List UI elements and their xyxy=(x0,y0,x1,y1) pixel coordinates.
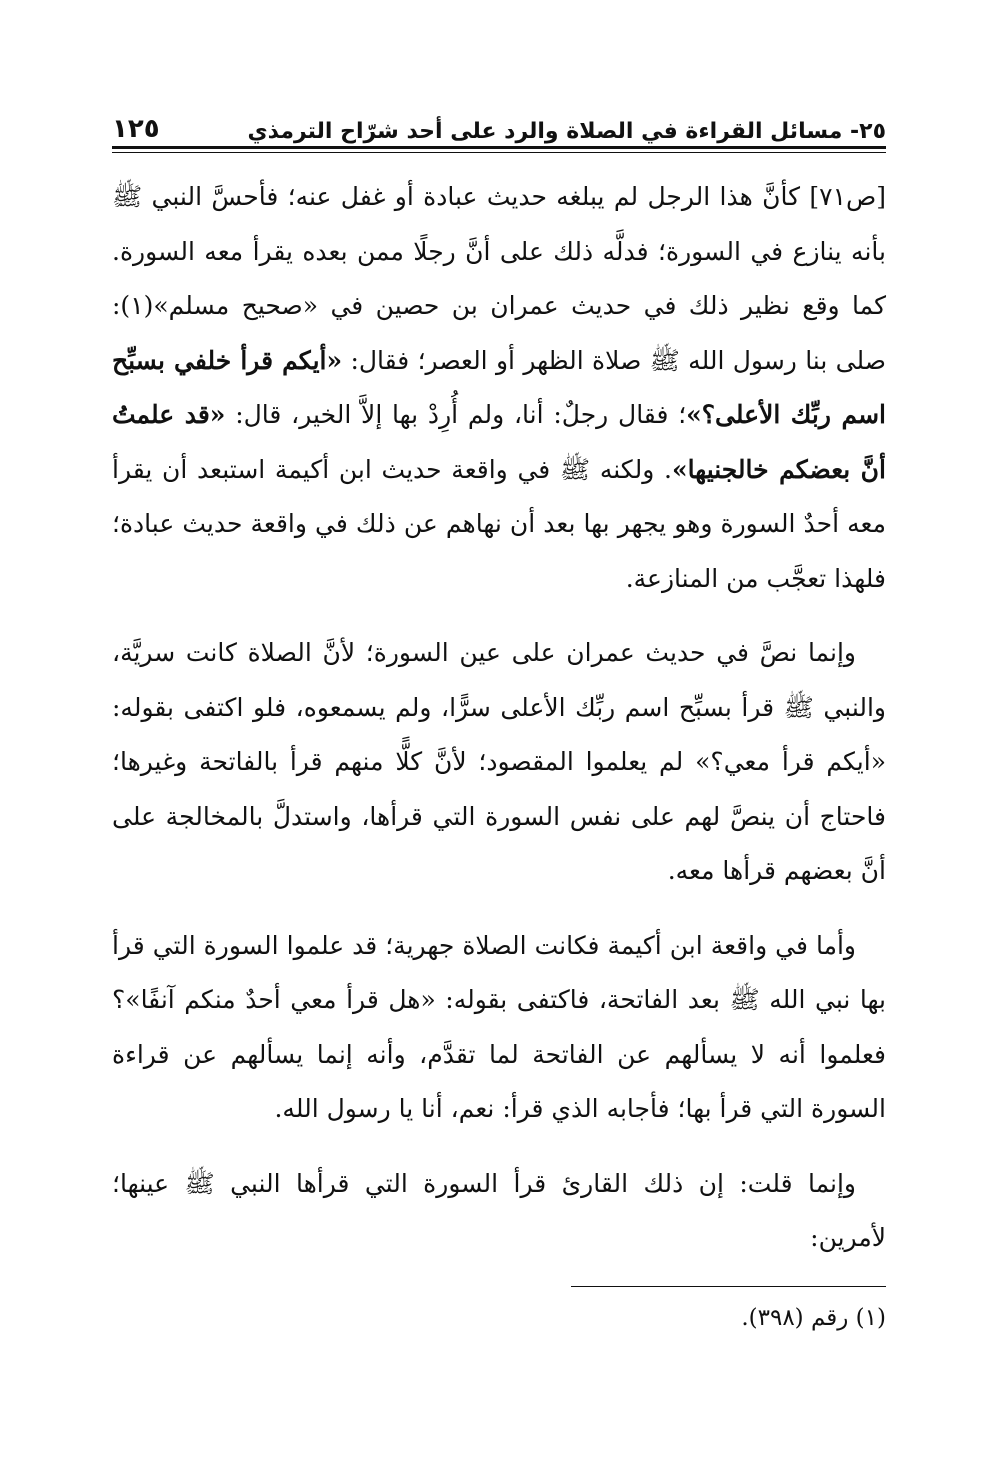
paragraph xyxy=(112,170,886,606)
paragraph-text: وإنما قلت: إن ذلك القارئ قرأ السورة التي قرأها النبي ﷺ عينها؛ لأمرين: xyxy=(112,1168,886,1252)
main-text xyxy=(112,170,886,1286)
header-rule-thick xyxy=(112,146,886,149)
footnote xyxy=(112,1296,886,1340)
header-rule-thin xyxy=(112,152,886,153)
page-number: ١٢٥ xyxy=(112,114,160,144)
paragraph-text: وأما في واقعة ابن أكيمة فكانت الصلاة جهرية؛ قد علموا السورة التي قرأ بها نبي الله ﷺ بعد الفاتحة، فاكتفى بقوله: «هل قرأ معي أحدٌ منكم آنفًا»؟ فعلموا أنه لا يسألهم عن الفاتحة لما تقدَّم، وأنه إنما يسألهم عن قراءة السورة التي قرأ بها؛ فأجابه الذي قرأ: نعم، أنا يا رسول الله. xyxy=(112,930,886,1123)
paragraph xyxy=(112,919,886,1137)
paragraph-text: . ولكنه ﷺ في واقعة حديث ابن أكيمة استبعد أن يقرأ معه أحدٌ السورة وهو يجهر بها بعد أن نهاهم عن ذلك في واقعة حديث عبادة؛ فلهذا تعجَّب من المنازعة. xyxy=(112,454,886,593)
paragraph-text: ؛ فقال رجلٌ: أنا، ولم أُرِدْ بها إلاَّ الخير، قال: xyxy=(225,400,687,429)
footnote-text: (١) رقم (٣٩٨). xyxy=(741,1305,886,1331)
page-header xyxy=(112,108,886,144)
paragraph-text: [ص٧١] كأنَّ هذا الرجل لم يبلغه حديث عبادة أو غفل عنه؛ فأحسَّ النبي ﷺ بأنه ينازع في السورة؛ فدلَّه ذلك على أنَّ رجلًا ممن بعده يقرأ معه السورة. كما وقع نظير ذلك في حديث عمران بن حصين في «صحيح مسلم»(١): صلى بنا رسول الله ﷺ صلاة الظهر أو العصر؛ فقال: xyxy=(112,182,886,375)
paragraph xyxy=(112,1157,886,1266)
hadith-quote-bold: «قد علمتُ أنَّ بعضكم خالجنيها» xyxy=(112,400,886,484)
paragraph-text: وإنما نصَّ في حديث عمران على عين السورة؛ لأنَّ الصلاة كانت سريَّة، والنبي ﷺ قرأ بسبِّح اسم ربِّك الأعلى سرًّا، ولم يسمعوه، فلو اكتفى بقوله: «أيكم قرأ معي؟» لم يعلموا المقصود؛ لأنَّ كلًّا منهم قرأ بالفاتحة وغيرها؛ فاحتاج أن ينصَّ لهم على نفس السورة التي قرأها، واستدلَّ بالمخالجة على أنَّ بعضهم قرأها معه. xyxy=(112,638,886,885)
footnote-separator xyxy=(571,1286,886,1287)
paragraph xyxy=(112,626,886,899)
hadith-quote-bold: «أيكم قرأ خلفي بسبِّح اسم ربِّك الأعلى؟» xyxy=(112,345,886,429)
header-title: ٢٥- مسائل القراءة في الصلاة والرد على أحد شرّاح الترمذي xyxy=(247,119,886,144)
